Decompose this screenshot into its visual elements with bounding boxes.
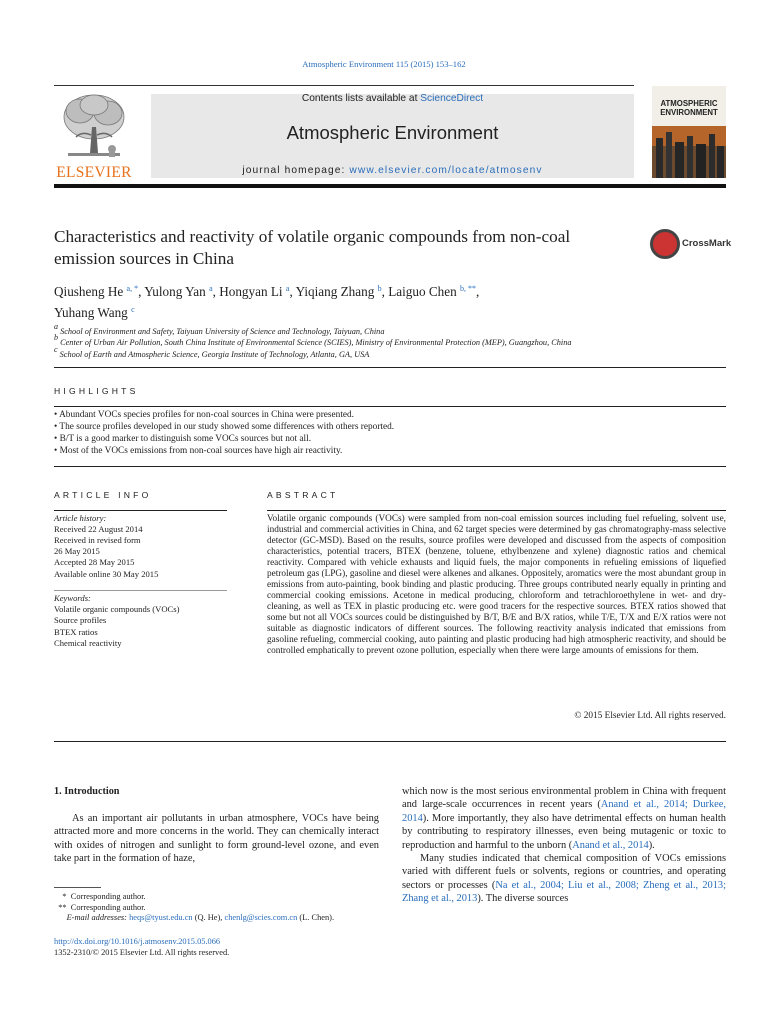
keyword: BTEX ratios bbox=[54, 627, 98, 637]
contents-line bbox=[151, 93, 634, 104]
article-info-rule bbox=[54, 510, 227, 511]
affiliation-mark: b bbox=[54, 333, 58, 342]
journal-homepage bbox=[151, 165, 634, 176]
highlights-bottom-rule bbox=[54, 466, 726, 467]
doi-link[interactable]: http://dx.doi.org/10.1016/j.atmosenv.2015.05.066 bbox=[54, 937, 221, 946]
abstract-rule bbox=[267, 510, 726, 511]
cover-title-line1: ATMOSPHERIC bbox=[660, 99, 718, 108]
affiliation-text: School of Environment and Safety, Taiyuan University of Science and Technology, Taiyuan, China bbox=[60, 327, 385, 336]
keyword: Volatile organic compounds (VOCs) bbox=[54, 604, 180, 614]
author-name: Yulong Yan bbox=[144, 284, 206, 299]
intro-paragraph: Many studies indicated that chemical composition of VOCs emissions varied with different fuels or solvents, regions or countries, and operating sectors or processes (Na et al., 2004; Liu et al., 2008; Zheng et al., 2013; Zhang et al., 2013). The diverse sources bbox=[402, 853, 726, 905]
sciencedirect-link[interactable]: ScienceDirect bbox=[420, 93, 484, 104]
email-link[interactable]: heqs@tyust.edu.cn bbox=[129, 913, 193, 922]
affiliation-mark: c bbox=[54, 345, 58, 354]
footnote-corresponding-2: ** Corresponding author. bbox=[54, 903, 146, 912]
crossmark-label: CrossMark bbox=[682, 238, 732, 249]
author-affiliation-mark[interactable]: a bbox=[285, 284, 290, 293]
introduction-heading: 1. Introduction bbox=[54, 786, 120, 797]
cover-skyline-image bbox=[652, 126, 726, 178]
highlights-top-rule bbox=[54, 367, 726, 368]
history-entry: Received in revised form bbox=[54, 535, 141, 545]
author-list: Qiusheng He $^{a, *}$, Yulong Yan $^a$, Hongyan Li $^a$, Yiqiang Zhang $^b$, Laiguo Chen $^{b, **}$, Yuhang Wang $^c$ bbox=[54, 284, 480, 320]
intro-right-column bbox=[402, 785, 726, 906]
footnote-rule bbox=[54, 887, 101, 888]
crossmark-icon bbox=[650, 229, 680, 259]
article-history-label: Article history: bbox=[54, 513, 107, 523]
author-name: Qiusheng He bbox=[54, 284, 124, 299]
crossmark-badge[interactable] bbox=[650, 229, 730, 261]
highlight-item: • Most of the VOCs emissions from non-coal sources have high air reactivity. bbox=[54, 446, 343, 456]
header-rule bbox=[54, 85, 634, 86]
abstract-heading: ABSTRACT bbox=[267, 490, 339, 500]
highlights-under-rule bbox=[54, 406, 726, 407]
citation-link[interactable]: Anand et al., 2014; Durkee, 2014 bbox=[402, 799, 726, 824]
journal-reference[interactable]: Atmospheric Environment 115 (2015) 153–162 bbox=[302, 59, 466, 69]
email-label: E-mail addresses: bbox=[66, 913, 130, 922]
author-affiliation-mark[interactable]: a bbox=[209, 284, 213, 293]
author-affiliation-mark[interactable]: c bbox=[131, 305, 135, 314]
journal-cover-thumbnail[interactable] bbox=[652, 86, 726, 178]
history-entry: Available online 30 May 2015 bbox=[54, 569, 159, 579]
author-name: Laiguo Chen bbox=[388, 284, 457, 299]
header-thick-rule bbox=[54, 184, 726, 188]
homepage-prefix: journal homepage: bbox=[242, 165, 350, 176]
history-entry: Accepted 28 May 2015 bbox=[54, 557, 135, 567]
author-affiliation-mark[interactable]: a, * bbox=[126, 284, 139, 293]
author-name: Hongyan Li bbox=[219, 284, 283, 299]
affiliation-text: School of Earth and Atmospheric Science, Georgia Institute of Technology, Atlanta, GA, USA bbox=[59, 350, 370, 359]
keywords-label: Keywords: bbox=[54, 593, 91, 603]
author-affiliation-mark[interactable]: b, ** bbox=[460, 284, 476, 293]
cover-title-line2: ENVIRONMENT bbox=[660, 108, 718, 117]
footnote-corresponding-1: * Corresponding author. bbox=[54, 892, 146, 901]
affiliation-mark: a bbox=[54, 322, 58, 331]
journal-title: Atmospheric Environment bbox=[286, 122, 499, 143]
affiliation-c bbox=[54, 345, 369, 359]
keywords-rule bbox=[54, 590, 227, 591]
abstract-copyright: © 2015 Elsevier Ltd. All rights reserved. bbox=[574, 711, 726, 721]
elsevier-wordmark: ELSEVIER bbox=[56, 164, 132, 181]
email-link[interactable]: chenlg@scies.com.cn bbox=[224, 913, 298, 922]
homepage-link[interactable]: www.elsevier.com/locate/atmosenv bbox=[349, 165, 543, 176]
intro-left-paragraph: As an important air pollutants in urban atmosphere, VOCs have being attracted more and more concerns in the world. They can chemically interact with oxides of nitrogen and sunlight to form ground-level ozone, and even take part in the formation of haze, bbox=[54, 813, 379, 865]
highlight-item: • The source profiles developed in our study showed some differences with others reported. bbox=[54, 422, 395, 432]
front-matter-bottom-rule bbox=[54, 741, 726, 742]
abstract-body: Volatile organic compounds (VOCs) were sampled from non-coal emission sources including fuel refueling, solvent use, industrial and commercial activities in China, and 62 target species were determined by gas chromatography-mass selective detector (GC-MSD). Based on the results, source profiles were developed and discussed from the aspects of composition characteristics, potential tracers, BTEX (benzene, toluene, ethylbenzene and xylene) diagnostic ratios and chemical reactivity. Compared with vehicle exhausts and liquid fuels, the major components in refueling emissions of liquefied petroleum gas (LPG), gasoline and diesel were alkenes and alkanes. Oppositely, aromatics were the most abundant group in emissions from auto-painting, book binding and plastic producing. Three groups contributed nearly equally in printing and commercial cooking emissions. Acetone in medical producing, chloroform and tetrachloroethylene in wet- and dry-cleaning, as well as TEX in plastic producing etc. were good tracers for the respective sources. BTEX ratios showed that some but not all VOCs sources could be distinguished by B/T, B/E and B/X ratios, while T/E, T/X and E/X ratios were not suitable as diagnostic indicators of different sources. The following reactivity analysis indicated that emissions from gasoline refueling, commercial cooking, auto painting and plastic producing had high atmospheric reactivity, and should be controlled emphatically to prevent ozone pollution, especially when there were large amounts of emissions for them. bbox=[267, 514, 726, 657]
keyword: Chemical reactivity bbox=[54, 638, 122, 648]
citation-link[interactable]: Anand et al., 2014 bbox=[572, 839, 649, 851]
keyword: Source profiles bbox=[54, 615, 107, 625]
issn-copyright: 1352-2310/© 2015 Elsevier Ltd. All rights reserved. bbox=[54, 948, 230, 957]
affiliation-text: Center of Urban Air Pollution, South China Institute of Environmental Science (SCIES), Ministry of Environmental Protection (MEP), Guangzhou, China bbox=[60, 338, 572, 347]
author-affiliation-mark[interactable]: b bbox=[377, 284, 382, 293]
footnote-emails: E-mail addresses: heqs@tyust.edu.cn (Q. He), chenlg@scies.com.cn (L. Chen). bbox=[66, 913, 335, 922]
article-title: Characteristics and reactivity of volatile organic compounds from non-coal emission sources in China bbox=[54, 227, 571, 268]
highlights-heading: HIGHLIGHTS bbox=[54, 386, 139, 396]
author-name: Yuhang Wang bbox=[54, 305, 128, 320]
article-info-heading: ARTICLE INFO bbox=[54, 490, 152, 500]
contents-prefix: Contents lists available at bbox=[301, 93, 421, 104]
history-entry: 26 May 2015 bbox=[54, 546, 100, 556]
highlight-item: • B/T is a good marker to distinguish some VOCs sources but not all. bbox=[54, 434, 312, 444]
author-name: Yiqiang Zhang bbox=[295, 284, 375, 299]
history-entry: Received 22 August 2014 bbox=[54, 524, 143, 534]
intro-paragraph: which now is the most serious environmental problem in China with frequent and large-scale occurrences in recent years (Anand et al., 2014; Durkee, 2014). More importantly, they also have detrimental effects on human health by contributing to respiratory illnesses, even being mutagenic or toxic to reproduction and harmful to the unborn (Anand et al., 2014). bbox=[402, 786, 726, 851]
highlight-item: • Abundant VOCs species profiles for non-coal sources in China were presented. bbox=[54, 410, 355, 420]
citation-link[interactable]: Na et al., 2004; Liu et al., 2008; Zheng et al., 2013; Zhang et al., 2013 bbox=[402, 879, 726, 905]
